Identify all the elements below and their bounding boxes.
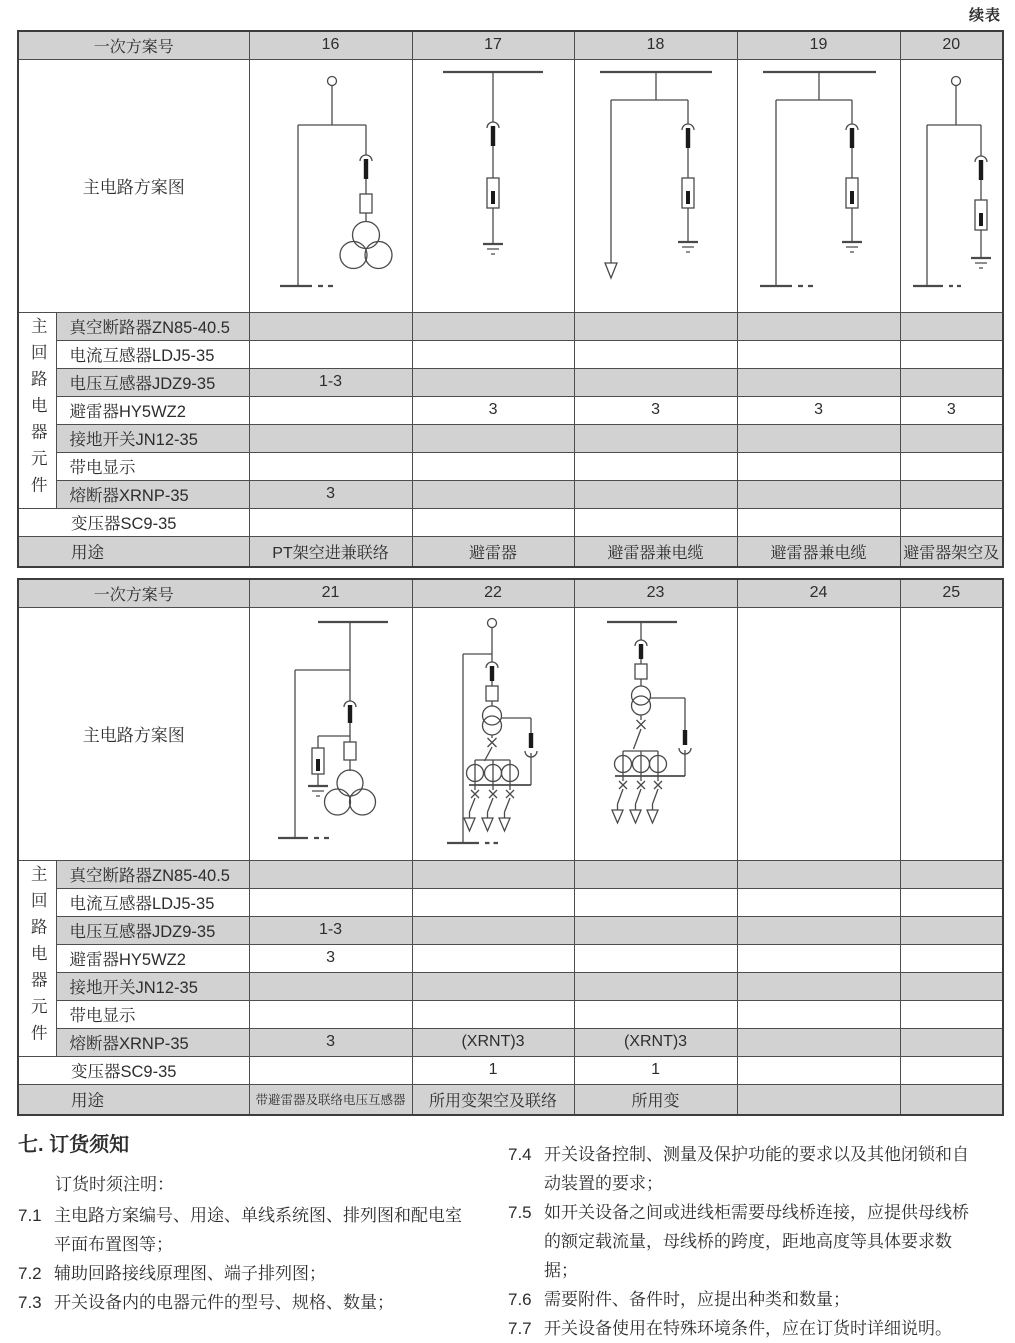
value-cell xyxy=(737,312,900,340)
usage-row xyxy=(18,1084,1003,1115)
value-cell xyxy=(574,452,737,480)
table-row xyxy=(18,368,1003,396)
value-cell xyxy=(900,312,1003,340)
value-cell: 3 xyxy=(574,396,737,424)
value-cell xyxy=(574,916,737,944)
value-cell: 3 xyxy=(900,396,1003,424)
note-number: 7.7 xyxy=(508,1319,532,1338)
diagram-row-label: 主电路方案图 xyxy=(18,59,249,312)
value-cell xyxy=(249,312,412,340)
value-cell xyxy=(412,944,574,972)
value-cell xyxy=(249,972,412,1000)
scheme-17-diagram xyxy=(412,59,574,312)
scheme-18-header: 18 xyxy=(574,31,737,59)
value-cell: 3 xyxy=(412,396,574,424)
value-cell xyxy=(737,452,900,480)
diagram-row-label: 主电路方案图 xyxy=(18,607,249,860)
table-row xyxy=(18,888,1003,916)
row-label: 避雷器HY5WZ2 xyxy=(56,396,249,424)
note-item xyxy=(508,1140,978,1198)
value-cell: 3 xyxy=(249,480,412,508)
single-line-diagram-22-icon xyxy=(413,608,575,860)
row-label: 带电显示 xyxy=(56,1000,249,1028)
value-cell xyxy=(737,368,900,396)
row-label: 电压互感器JDZ9-35 xyxy=(56,368,249,396)
scheme-23-header: 23 xyxy=(574,579,737,607)
section-title: 七. 订货须知 xyxy=(18,1134,130,1156)
value-cell xyxy=(249,396,412,424)
value-cell xyxy=(737,888,900,916)
value-cell xyxy=(900,860,1003,888)
value-cell xyxy=(900,888,1003,916)
row-label: 熔断器XRNP-35 xyxy=(56,480,249,508)
table-row xyxy=(18,396,1003,424)
value-cell xyxy=(249,452,412,480)
note-item xyxy=(508,1314,978,1343)
row-label: 接地开关JN12-35 xyxy=(56,972,249,1000)
group-label-cell xyxy=(18,860,56,1056)
usage-cell: 所用变 xyxy=(574,1084,737,1115)
value-cell xyxy=(737,860,900,888)
scheme-22-header: 22 xyxy=(412,579,574,607)
value-cell xyxy=(412,312,574,340)
value-cell: 3 xyxy=(249,944,412,972)
table-row xyxy=(18,340,1003,368)
value-cell xyxy=(900,1028,1003,1056)
value-cell xyxy=(737,972,900,1000)
value-cell xyxy=(574,480,737,508)
single-line-diagram-19-icon xyxy=(738,60,901,312)
row-label: 熔断器XRNP-35 xyxy=(56,1028,249,1056)
value-cell: 1-3 xyxy=(249,368,412,396)
row-label: 真空断路器ZN85-40.5 xyxy=(56,860,249,888)
table-row xyxy=(18,312,1003,340)
value-cell xyxy=(900,424,1003,452)
scheme-25-header: 25 xyxy=(900,579,1003,607)
scheme-19-diagram xyxy=(737,59,900,312)
value-cell xyxy=(574,972,737,1000)
note-text: 需要附件、备件时，应提出种类和数量； xyxy=(544,1290,850,1309)
value-cell xyxy=(412,452,574,480)
usage-cell: 避雷器兼电缆 xyxy=(574,536,737,567)
row-label: 带电显示 xyxy=(56,452,249,480)
usage-cell: 带避雷器及联络电压互感器 xyxy=(249,1084,412,1115)
ordering-notes-right-column xyxy=(508,1140,978,1343)
table-row xyxy=(18,1000,1003,1028)
note-text: 主电路方案编号、用途、单线系统图、排列图和配电室平面布置图等； xyxy=(54,1206,462,1254)
note-number: 7.3 xyxy=(18,1293,42,1312)
value-cell xyxy=(574,944,737,972)
scheme-16-diagram xyxy=(249,59,412,312)
group-label: 主回路电器元件 xyxy=(28,865,47,1051)
table-row xyxy=(18,916,1003,944)
value-cell xyxy=(737,480,900,508)
value-cell xyxy=(574,424,737,452)
value-cell: (XRNT)3 xyxy=(412,1028,574,1056)
value-cell xyxy=(737,340,900,368)
value-cell: 1 xyxy=(574,1056,737,1084)
scheme-table-16-20 xyxy=(17,30,1004,568)
value-cell xyxy=(412,972,574,1000)
value-cell xyxy=(737,424,900,452)
ordering-notes-left-column xyxy=(18,1133,470,1317)
value-cell xyxy=(574,312,737,340)
scheme-24-diagram xyxy=(737,607,900,860)
row-label: 变压器SC9-35 xyxy=(18,1056,249,1084)
value-cell xyxy=(900,916,1003,944)
value-cell xyxy=(412,508,574,536)
usage-label: 用途 xyxy=(18,536,249,567)
table-row xyxy=(18,508,1003,536)
usage-cell xyxy=(737,1084,900,1115)
value-cell xyxy=(249,888,412,916)
value-cell xyxy=(900,340,1003,368)
note-number: 7.2 xyxy=(18,1264,42,1283)
table1-diagram-row xyxy=(18,59,1003,312)
notes-intro: 订货时须注明： xyxy=(55,1175,174,1194)
scheme-21-diagram xyxy=(249,607,412,860)
note-number: 7.5 xyxy=(508,1203,532,1222)
value-cell xyxy=(412,1000,574,1028)
value-cell xyxy=(412,480,574,508)
group-label: 主回路电器元件 xyxy=(28,317,47,503)
single-line-diagram-16-icon xyxy=(250,60,413,312)
row-label: 避雷器HY5WZ2 xyxy=(56,944,249,972)
scheme-25-diagram xyxy=(900,607,1003,860)
value-cell xyxy=(574,508,737,536)
value-cell xyxy=(737,916,900,944)
table-row xyxy=(18,480,1003,508)
value-cell xyxy=(249,340,412,368)
note-item xyxy=(508,1285,978,1314)
usage-cell xyxy=(900,1084,1003,1115)
usage-label: 用途 xyxy=(18,1084,249,1115)
table2-diagram-row xyxy=(18,607,1003,860)
note-text: 辅助回路接线原理图、端子排列图； xyxy=(54,1264,326,1283)
table-row xyxy=(18,1056,1003,1084)
note-number: 7.4 xyxy=(508,1145,532,1164)
single-line-diagram-21-icon xyxy=(250,608,413,860)
value-cell xyxy=(249,1000,412,1028)
value-cell: (XRNT)3 xyxy=(574,1028,737,1056)
group-label-cell xyxy=(18,312,56,508)
value-cell xyxy=(737,1000,900,1028)
value-cell xyxy=(412,888,574,916)
scheme-24-header: 24 xyxy=(737,579,900,607)
usage-cell: 所用变架空及联络 xyxy=(412,1084,574,1115)
value-cell xyxy=(900,452,1003,480)
value-cell xyxy=(412,368,574,396)
row-label: 变压器SC9-35 xyxy=(18,508,249,536)
table-row xyxy=(18,972,1003,1000)
scheme-18-diagram xyxy=(574,59,737,312)
table-row xyxy=(18,424,1003,452)
value-cell xyxy=(900,368,1003,396)
value-cell: 3 xyxy=(737,396,900,424)
value-cell xyxy=(900,972,1003,1000)
scheme-17-header: 17 xyxy=(412,31,574,59)
value-cell: 3 xyxy=(249,1028,412,1056)
note-number: 7.6 xyxy=(508,1290,532,1309)
value-cell: 1 xyxy=(412,1056,574,1084)
value-cell xyxy=(574,340,737,368)
note-text: 开关设备内的电器元件的型号、规格、数量； xyxy=(54,1293,394,1312)
value-cell xyxy=(900,944,1003,972)
value-cell xyxy=(574,860,737,888)
scheme-no-header: 一次方案号 xyxy=(18,31,249,59)
value-cell xyxy=(249,508,412,536)
scheme-16-header: 16 xyxy=(249,31,412,59)
scheme-21-header: 21 xyxy=(249,579,412,607)
continued-table-label: 续表 xyxy=(968,7,1001,24)
value-cell xyxy=(900,480,1003,508)
note-number: 7.1 xyxy=(18,1206,42,1225)
row-label: 电流互感器LDJ5-35 xyxy=(56,340,249,368)
usage-row xyxy=(18,536,1003,567)
value-cell xyxy=(249,424,412,452)
row-label: 电压互感器JDZ9-35 xyxy=(56,916,249,944)
usage-cell: 避雷器架空及 xyxy=(900,536,1003,567)
value-cell xyxy=(574,888,737,916)
note-text: 如开关设备之间或进线柜需要母线桥连接，应提供母线桥的额定载流量，母线桥的跨度，距地高度等具体要求数据； xyxy=(544,1203,969,1280)
single-line-diagram-18-icon xyxy=(575,60,738,312)
value-cell xyxy=(574,1000,737,1028)
single-line-diagram-17-icon xyxy=(413,60,575,312)
note-item xyxy=(508,1198,978,1285)
scheme-19-header: 19 xyxy=(737,31,900,59)
value-cell xyxy=(900,1000,1003,1028)
scheme-table-21-25 xyxy=(17,578,1004,1116)
value-cell: 1-3 xyxy=(249,916,412,944)
scheme-20-header: 20 xyxy=(900,31,1003,59)
table2-header-row xyxy=(18,579,1003,607)
value-cell xyxy=(900,508,1003,536)
value-cell xyxy=(737,1056,900,1084)
value-cell xyxy=(412,860,574,888)
table-row xyxy=(18,452,1003,480)
scheme-23-diagram xyxy=(574,607,737,860)
single-line-diagram-23-icon xyxy=(575,608,738,860)
table-row xyxy=(18,944,1003,972)
table1-header-row xyxy=(18,31,1003,59)
value-cell xyxy=(574,368,737,396)
single-line-diagram-20-icon xyxy=(901,60,1004,312)
usage-cell: PT架空进兼联络 xyxy=(249,536,412,567)
note-text: 开关设备控制、测量及保护功能的要求以及其他闭锁和自动装置的要求； xyxy=(544,1145,969,1193)
table-row xyxy=(18,1028,1003,1056)
usage-cell: 避雷器兼电缆 xyxy=(737,536,900,567)
value-cell xyxy=(412,340,574,368)
scheme-22-diagram xyxy=(412,607,574,860)
row-label: 接地开关JN12-35 xyxy=(56,424,249,452)
row-label: 电流互感器LDJ5-35 xyxy=(56,888,249,916)
value-cell xyxy=(412,424,574,452)
note-item xyxy=(18,1259,470,1288)
value-cell xyxy=(737,1028,900,1056)
table-row xyxy=(18,860,1003,888)
note-item xyxy=(18,1201,470,1259)
usage-cell: 避雷器 xyxy=(412,536,574,567)
value-cell xyxy=(900,1056,1003,1084)
value-cell xyxy=(412,916,574,944)
scheme-20-diagram xyxy=(900,59,1003,312)
row-label: 真空断路器ZN85-40.5 xyxy=(56,312,249,340)
value-cell xyxy=(249,1056,412,1084)
value-cell xyxy=(249,860,412,888)
note-text: 开关设备使用在特殊环境条件，应在订货时详细说明。 xyxy=(544,1319,952,1338)
scheme-no-header: 一次方案号 xyxy=(18,579,249,607)
value-cell xyxy=(737,944,900,972)
note-item xyxy=(18,1288,470,1317)
value-cell xyxy=(737,508,900,536)
